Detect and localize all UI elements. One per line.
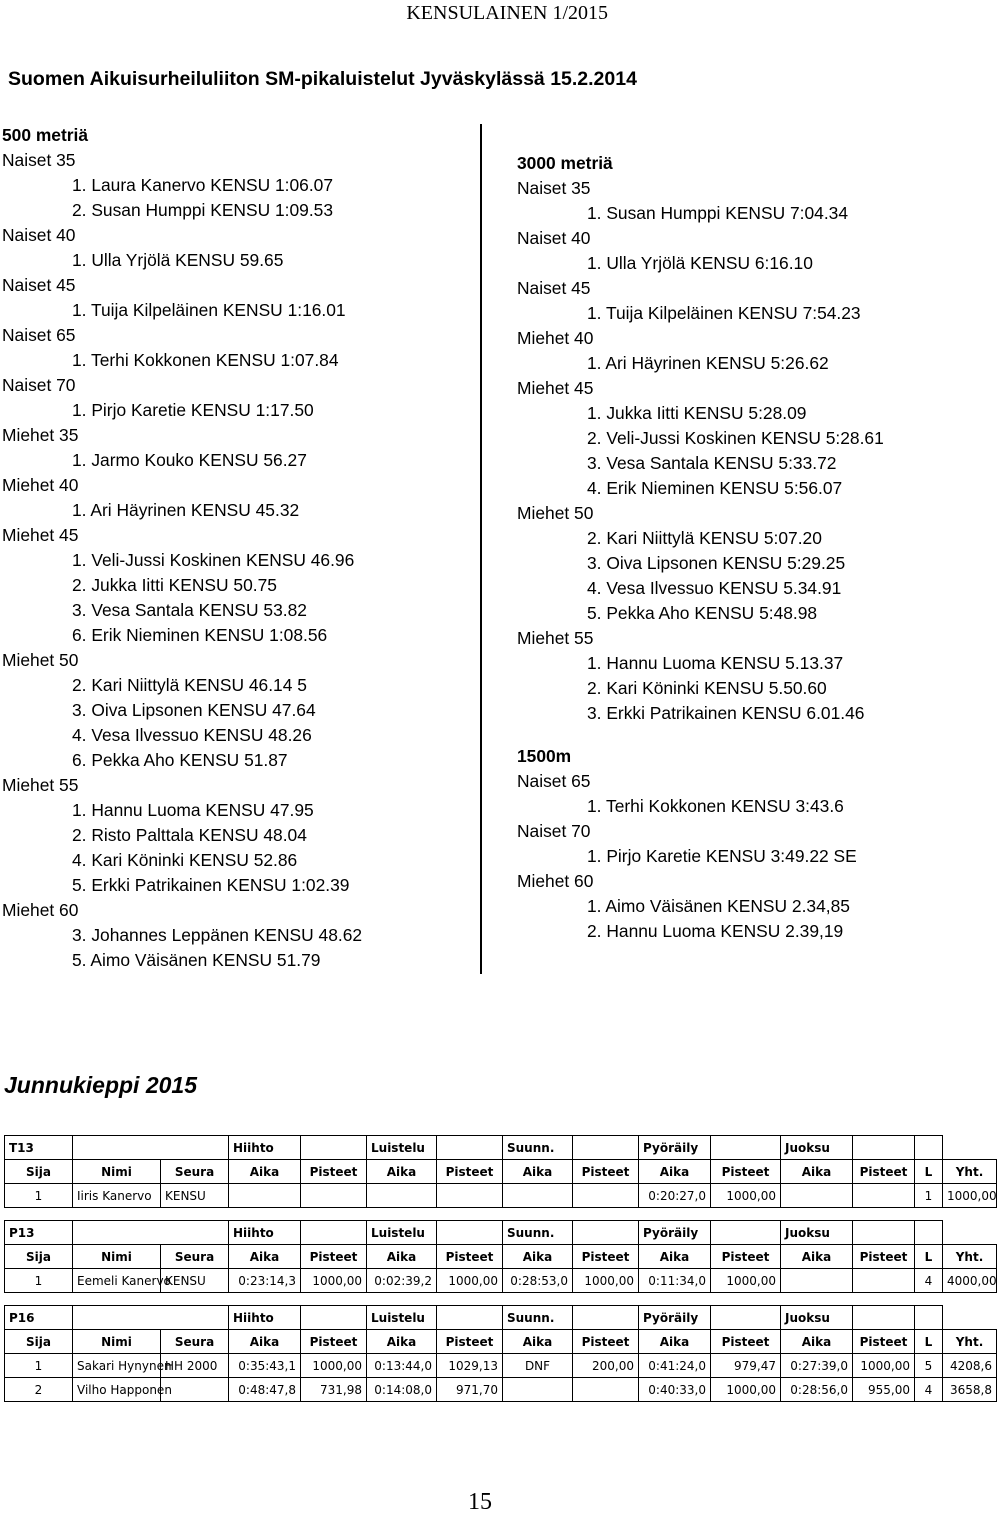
table-cell: Seura — [161, 1160, 229, 1184]
result-entry: 6. Pekka Aho KENSU 51.87 — [72, 750, 288, 770]
table-cell: 971,70 — [437, 1378, 503, 1402]
table-cell: Suunn. — [503, 1221, 573, 1245]
age-class-label: Naiset 40 — [2, 225, 76, 245]
result-entry: 2. Risto Palttala KENSU 48.04 — [72, 825, 307, 845]
table-row — [5, 1269, 997, 1293]
table-cell: Pisteet — [301, 1245, 367, 1269]
table-cell: Aika — [367, 1160, 437, 1184]
table-cell: Vilho Happonen — [73, 1378, 161, 1402]
results-500m-column — [2, 123, 362, 973]
age-class-label: Naiset 70 — [517, 821, 591, 841]
table-cell: 1000,00 — [301, 1354, 367, 1378]
age-class-label: Miehet 60 — [2, 900, 79, 920]
result-entry: 4. Kari Köninki KENSU 52.86 — [72, 850, 298, 870]
table-cell — [781, 1184, 853, 1208]
result-entry: 4. Erik Nieminen KENSU 5:56.07 — [587, 478, 843, 498]
table-cell: 1000,00 — [711, 1269, 781, 1293]
table-cell — [503, 1184, 573, 1208]
result-entry: 1. Laura Kanervo KENSU 1:06.07 — [72, 175, 334, 195]
table-cell: 2 — [5, 1378, 73, 1402]
table-cell: Yht. — [943, 1330, 997, 1354]
table-cell: HH 2000 — [161, 1354, 229, 1378]
table-cell: 955,00 — [853, 1378, 915, 1402]
table-cell: Juoksu — [781, 1136, 853, 1160]
table-cell — [853, 1269, 915, 1293]
result-entry: 1. Pirjo Karetie KENSU 1:17.50 — [72, 400, 314, 420]
table-cell: 1029,13 — [437, 1354, 503, 1378]
result-entry: 2. Hannu Luoma KENSU 2.39,19 — [587, 921, 844, 941]
page-number: 15 — [468, 1489, 492, 1515]
table-cell: Sija — [5, 1160, 73, 1184]
table-cell — [915, 1221, 943, 1245]
age-class-label: Naiset 35 — [517, 178, 591, 198]
age-class-label: Miehet 55 — [2, 775, 79, 795]
age-class-label: Miehet 40 — [517, 328, 594, 348]
age-class-label: Naiset 40 — [517, 228, 591, 248]
table-cell: Pisteet — [573, 1330, 639, 1354]
table-cell: 1 — [5, 1354, 73, 1378]
result-entry: 5. Aimo Väisänen KENSU 51.79 — [72, 950, 321, 970]
spacer-cell — [5, 1293, 997, 1306]
spacer-cell — [5, 1208, 997, 1221]
table-cell — [853, 1136, 915, 1160]
distance-heading: 500 metriä — [2, 125, 89, 145]
result-entry: 1. Veli-Jussi Koskinen KENSU 46.96 — [72, 550, 355, 570]
result-entry: 2. Kari Köninki KENSU 5.50.60 — [587, 678, 827, 698]
age-class-label: Miehet 35 — [2, 425, 79, 445]
table-cell — [437, 1306, 503, 1330]
result-entry: 3. Oiva Lipsonen KENSU 5:29.25 — [587, 553, 846, 573]
age-class-label: Naiset 70 — [2, 375, 76, 395]
table-cell: 1000,00 — [301, 1269, 367, 1293]
table-row — [5, 1354, 997, 1378]
age-class-label: Miehet 55 — [517, 628, 594, 648]
age-class-label: Miehet 50 — [517, 503, 594, 523]
table-cell — [73, 1136, 229, 1160]
table-cell: Pyöräily — [639, 1136, 711, 1160]
result-entry: 1. Susan Humppi KENSU 7:04.34 — [587, 203, 849, 223]
result-entry: 1. Ulla Yrjölä KENSU 6:16.10 — [587, 253, 813, 273]
table-cell: Aika — [639, 1245, 711, 1269]
table-cell: Hiihto — [229, 1306, 301, 1330]
table-cell: 4208,6 — [943, 1354, 997, 1378]
table-cell — [367, 1184, 437, 1208]
table-cell: 3658,8 — [943, 1378, 997, 1402]
column-header-row — [5, 1330, 997, 1354]
category-header-row — [5, 1136, 997, 1160]
table-cell — [437, 1136, 503, 1160]
table-cell: Aika — [503, 1245, 573, 1269]
table-cell: 0:35:43,1 — [229, 1354, 301, 1378]
table-cell: Pisteet — [437, 1160, 503, 1184]
table-cell: 1000,00 — [943, 1184, 997, 1208]
age-class-label: Miehet 45 — [517, 378, 594, 398]
table-cell: Luistelu — [367, 1221, 437, 1245]
result-entry: 2. Jukka Iitti KENSU 50.75 — [72, 575, 277, 595]
table-cell: Pisteet — [437, 1330, 503, 1354]
table-cell: 0:28:56,0 — [781, 1378, 853, 1402]
table-cell: Aika — [229, 1160, 301, 1184]
table-cell: Pisteet — [853, 1160, 915, 1184]
column-header-row — [5, 1160, 997, 1184]
table-cell: Suunn. — [503, 1306, 573, 1330]
table-cell: L — [915, 1160, 943, 1184]
table-cell: Pisteet — [437, 1245, 503, 1269]
age-class-label: Miehet 40 — [2, 475, 79, 495]
table-cell — [915, 1136, 943, 1160]
junnukieppi-results-table — [4, 1135, 997, 1402]
table-cell: Sija — [5, 1245, 73, 1269]
result-entry: 3. Erkki Patrikainen KENSU 6.01.46 — [587, 703, 865, 723]
result-entry: 5. Pekka Aho KENSU 5:48.98 — [587, 603, 818, 623]
table-cell: Pisteet — [301, 1330, 367, 1354]
table-cell: Pisteet — [711, 1245, 781, 1269]
result-entry: 1. Terhi Kokkonen KENSU 3:43.6 — [587, 796, 844, 816]
table-cell: Sakari Hynynen — [73, 1354, 161, 1378]
age-class-label: Naiset 45 — [517, 278, 591, 298]
table-cell: 0:40:33,0 — [639, 1378, 711, 1402]
table-cell: Nimi — [73, 1245, 161, 1269]
age-class-label: Miehet 50 — [2, 650, 79, 670]
result-entry: 1. Ari Häyrinen KENSU 5:26.62 — [587, 353, 829, 373]
result-entry: 3. Johannes Leppänen KENSU 48.62 — [72, 925, 363, 945]
table-cell: Eemeli Kanervo — [73, 1269, 161, 1293]
table-cell: Yht. — [943, 1160, 997, 1184]
table-cell: Hiihto — [229, 1221, 301, 1245]
table-cell: 1 — [5, 1269, 73, 1293]
table-cell — [73, 1306, 229, 1330]
table-cell: Aika — [503, 1160, 573, 1184]
result-entry: 1. Pirjo Karetie KENSU 3:49.22 SE — [587, 846, 857, 866]
table-spacer-row — [5, 1208, 997, 1221]
table-cell: Hiihto — [229, 1136, 301, 1160]
age-class-label: Miehet 60 — [517, 871, 594, 891]
table-cell: Sija — [5, 1330, 73, 1354]
table-cell: 0:20:27,0 — [639, 1184, 711, 1208]
result-entry: 1. Ari Häyrinen KENSU 45.32 — [72, 500, 300, 520]
table-cell: T13 — [5, 1136, 73, 1160]
table-cell: 0:41:24,0 — [639, 1354, 711, 1378]
table-cell — [301, 1136, 367, 1160]
table-cell: 1000,00 — [573, 1269, 639, 1293]
result-entry: 4. Vesa Ilvessuo KENSU 48.26 — [72, 725, 312, 745]
table-cell — [711, 1221, 781, 1245]
table-cell: KENSU — [161, 1184, 229, 1208]
table-cell: 4000,00 — [943, 1269, 997, 1293]
table-cell: Pisteet — [573, 1245, 639, 1269]
result-entry: 1. Tuija Kilpeläinen KENSU 7:54.23 — [587, 303, 861, 323]
table-cell — [573, 1306, 639, 1330]
table-cell: 0:11:34,0 — [639, 1269, 711, 1293]
table-cell: Juoksu — [781, 1221, 853, 1245]
table-cell — [73, 1221, 229, 1245]
table-cell: Pyöräily — [639, 1306, 711, 1330]
table-cell: Aika — [367, 1245, 437, 1269]
table-row — [5, 1378, 997, 1402]
result-entry: 6. Erik Nieminen KENSU 1:08.56 — [72, 625, 328, 645]
age-class-label: Miehet 45 — [2, 525, 79, 545]
table-cell: 4 — [915, 1378, 943, 1402]
table-cell: Aika — [367, 1330, 437, 1354]
table-cell: Pisteet — [711, 1330, 781, 1354]
table-cell: Suunn. — [503, 1136, 573, 1160]
table-cell: Juoksu — [781, 1306, 853, 1330]
table-cell: L — [915, 1245, 943, 1269]
table-cell — [301, 1306, 367, 1330]
table-cell: P13 — [5, 1221, 73, 1245]
table-cell: Pyöräily — [639, 1221, 711, 1245]
result-entry: 1. Ulla Yrjölä KENSU 59.65 — [72, 250, 284, 270]
table-cell: P16 — [5, 1306, 73, 1330]
table-cell: 4 — [915, 1269, 943, 1293]
table-cell: Pisteet — [301, 1160, 367, 1184]
table-cell — [711, 1136, 781, 1160]
table-cell — [573, 1378, 639, 1402]
age-class-label: Naiset 35 — [2, 150, 76, 170]
table-cell: Aika — [503, 1330, 573, 1354]
column-divider — [480, 124, 482, 974]
result-entry: 2. Kari Niittylä KENSU 46.14 5 — [72, 675, 307, 695]
table-row — [5, 1184, 997, 1208]
table-cell: 979,47 — [711, 1354, 781, 1378]
table-cell — [853, 1184, 915, 1208]
section-title-junnukieppi: Junnukieppi 2015 — [4, 1072, 198, 1098]
table-cell: Yht. — [943, 1245, 997, 1269]
table-cell: Luistelu — [367, 1136, 437, 1160]
table-cell: 0:28:53,0 — [503, 1269, 573, 1293]
table-cell — [229, 1184, 301, 1208]
table-cell — [573, 1184, 639, 1208]
table-cell: 1000,00 — [711, 1378, 781, 1402]
result-entry: 1. Tuija Kilpeläinen KENSU 1:16.01 — [72, 300, 346, 320]
table-cell — [711, 1306, 781, 1330]
table-cell: Aika — [229, 1245, 301, 1269]
table-cell — [573, 1136, 639, 1160]
article-title: Suomen Aikuisurheiluliiton SM-pikaluistelut Jyväskylässä 15.2.2014 — [8, 68, 637, 90]
table-cell — [915, 1306, 943, 1330]
table-cell: Pisteet — [711, 1160, 781, 1184]
table-cell — [301, 1184, 367, 1208]
table-cell — [853, 1221, 915, 1245]
junnukieppi-results-table-wrapper — [4, 1135, 997, 1402]
table-cell: Aika — [639, 1330, 711, 1354]
table-cell: Luistelu — [367, 1306, 437, 1330]
table-cell — [301, 1221, 367, 1245]
table-cell — [781, 1269, 853, 1293]
result-entry: 1. Terhi Kokkonen KENSU 1:07.84 — [72, 350, 339, 370]
table-cell: Aika — [639, 1160, 711, 1184]
age-class-label: Naiset 65 — [2, 325, 76, 345]
table-cell: Aika — [781, 1245, 853, 1269]
distance-heading: 3000 metriä — [517, 153, 613, 173]
table-cell: 731,98 — [301, 1378, 367, 1402]
table-cell: 0:13:44,0 — [367, 1354, 437, 1378]
table-cell: Aika — [781, 1160, 853, 1184]
table-cell: 200,00 — [573, 1354, 639, 1378]
result-entry: 1. Jarmo Kouko KENSU 56.27 — [72, 450, 307, 470]
category-header-row — [5, 1221, 997, 1245]
table-cell: 1 — [915, 1184, 943, 1208]
table-cell — [437, 1184, 503, 1208]
result-entry: 4. Vesa Ilvessuo KENSU 5.34.91 — [587, 578, 842, 598]
table-cell: 0:48:47,8 — [229, 1378, 301, 1402]
result-entry: 3. Oiva Lipsonen KENSU 47.64 — [72, 700, 316, 720]
column-header-row — [5, 1245, 997, 1269]
result-entry: 1. Aimo Väisänen KENSU 2.34,85 — [587, 896, 850, 916]
result-entry: 5. Erkki Patrikainen KENSU 1:02.39 — [72, 875, 350, 895]
table-cell: L — [915, 1330, 943, 1354]
result-entry: 3. Vesa Santala KENSU 53.82 — [72, 600, 307, 620]
page-header: KENSULAINEN 1/2015 — [406, 2, 608, 24]
result-entry: 2. Kari Niittylä KENSU 5:07.20 — [587, 528, 822, 548]
table-cell: 1000,00 — [853, 1354, 915, 1378]
table-cell: Seura — [161, 1330, 229, 1354]
table-cell: Aika — [229, 1330, 301, 1354]
table-cell: 0:27:39,0 — [781, 1354, 853, 1378]
table-cell: DNF — [503, 1354, 573, 1378]
result-entry: 1. Hannu Luoma KENSU 47.95 — [72, 800, 314, 820]
category-header-row — [5, 1306, 997, 1330]
table-cell: KENSU — [161, 1269, 229, 1293]
table-cell: 0:23:14,3 — [229, 1269, 301, 1293]
table-cell: Aika — [781, 1330, 853, 1354]
table-cell — [573, 1221, 639, 1245]
age-class-label: Naiset 65 — [517, 771, 591, 791]
result-entry: 2. Veli-Jussi Koskinen KENSU 5:28.61 — [587, 428, 884, 448]
result-entry: 1. Hannu Luoma KENSU 5.13.37 — [587, 653, 844, 673]
table-cell: Seura — [161, 1245, 229, 1269]
table-cell: 1 — [5, 1184, 73, 1208]
table-cell: Nimi — [73, 1330, 161, 1354]
result-entry: 3. Vesa Santala KENSU 5:33.72 — [587, 453, 837, 473]
table-cell: 1000,00 — [711, 1184, 781, 1208]
table-spacer-row — [5, 1293, 997, 1306]
distance-heading: 1500m — [517, 746, 572, 766]
table-cell: Pisteet — [853, 1245, 915, 1269]
table-cell: 0:02:39,2 — [367, 1269, 437, 1293]
result-entry: 1. Jukka Iitti KENSU 5:28.09 — [587, 403, 807, 423]
table-cell: 0:14:08,0 — [367, 1378, 437, 1402]
age-class-label: Naiset 45 — [2, 275, 76, 295]
table-cell: Pisteet — [853, 1330, 915, 1354]
table-cell — [503, 1378, 573, 1402]
table-cell — [437, 1221, 503, 1245]
results-3000m-1500m-column — [517, 151, 884, 944]
table-cell: 5 — [915, 1354, 943, 1378]
table-cell: 1000,00 — [437, 1269, 503, 1293]
result-entry: 2. Susan Humppi KENSU 1:09.53 — [72, 200, 334, 220]
table-cell — [853, 1306, 915, 1330]
table-cell: Iiris Kanervo — [73, 1184, 161, 1208]
table-cell: Nimi — [73, 1160, 161, 1184]
table-cell: Pisteet — [573, 1160, 639, 1184]
